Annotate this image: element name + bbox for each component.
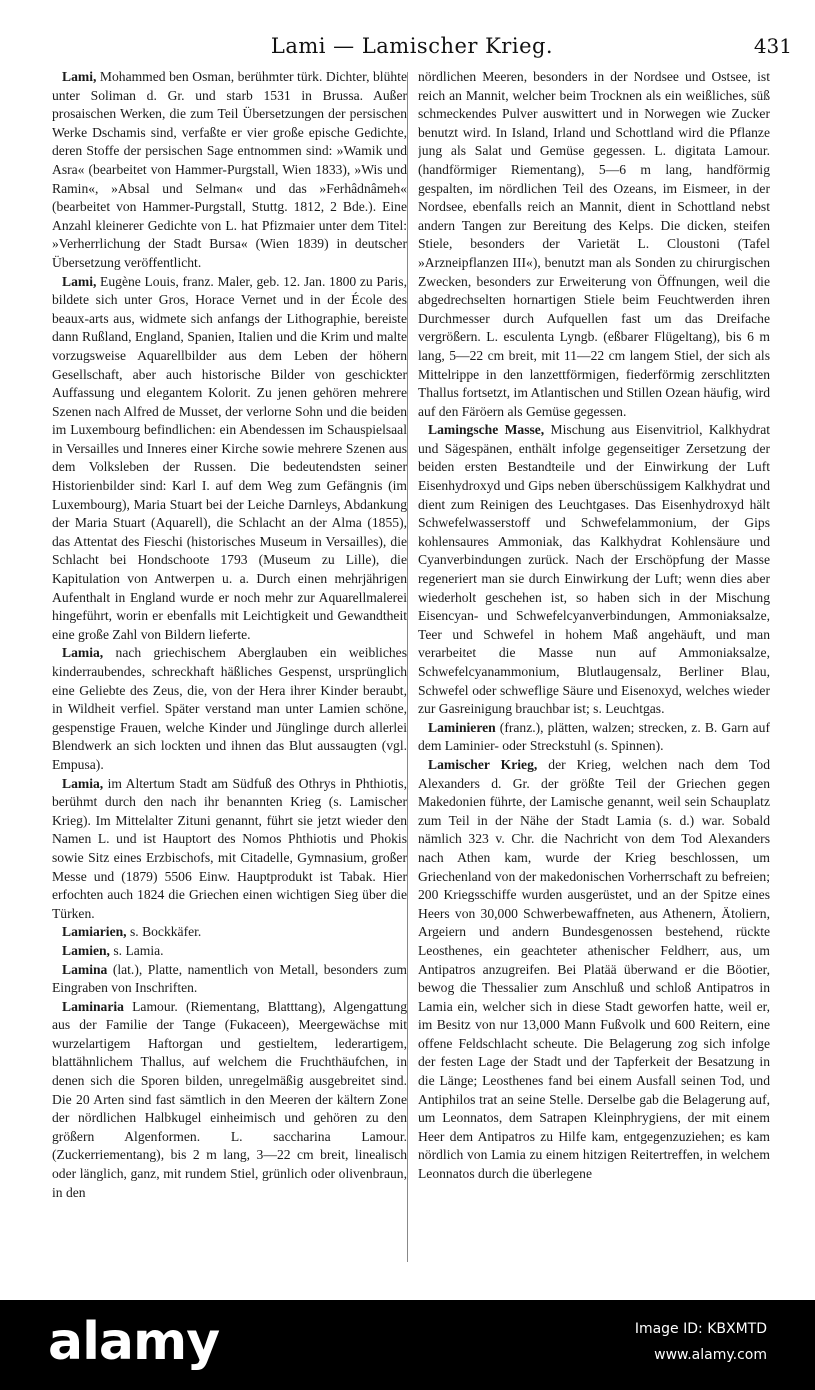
entry-headword: Laminieren: [428, 719, 496, 735]
dictionary-entry: [418, 719, 770, 756]
page-number: 431: [753, 34, 792, 58]
dictionary-entry: [52, 998, 407, 1203]
entry-text: Eugène Louis, franz. Maler, geb. 12. Jan. 1800 zu Paris, bildete sich unter Gros, Horace Vernet und in der École des beaux-arts aus, widmete sich anfangs der Lithographie, bereiste dann Rußland, England, Spanien, Italien und die Krim und malte vorzugsweise Aquarellbilder aus dem Leben der höhern Gesellschaft, aber auch historische Bilder von geschickter Auffassung und elegantem Kolorit. Zu jenen gehören mehrere Szenen nach Alfred de Musset, der verlorne Sohn und die beiden im Luxembourg befindlichen: ein Abendessen im Schauspielsaal in Versailles und Inneres einer Kirche sowie mehrere Szenen aus dem Volksleben der Russen. Die bedeutendsten seiner Historienbilder sind: Karl I. auf dem Weg zum Gefängnis (im Luxembourg), Maria Stuart bei der Leiche Darnleys, Abdankung der Maria Stuart (Aquarell), die Schlacht an der Alma (1855), das Attentat des Fieschi (historisches Museum in Versailles), die Schlacht bei Hondschoote 1793 (Museum zu Lille), die Kapitulation von Antwerpen u. a. Durch einen mehrjährigen Aufenthalt in England wurde er noch mehr zur Aquarellmalerei hingeführt, worin er ebenfalls mit Leichtigkeit und Gewandtheit eine große Zahl von Bildern lieferte.: [52, 273, 407, 642]
entry-headword: Lami,: [62, 69, 97, 84]
entry-headword: Lamia,: [62, 775, 104, 791]
image-id-url: www.alamy.com: [654, 1347, 767, 1363]
entry-text: nördlichen Meeren, besonders in der Nordsee und Ostsee, ist reich an Mannit, welcher beim Trocknen als ein weißliches, süß schmeckendes Pulver auswittert und in Norwegen wie Zucker benutzt wird. In Island, Irland und Schottland wird die Pflanze jung als Salat und Gemüse gegessen. L. digitata Lamour. (handförmiger Riementang), 5—6 m lang, handförmig gespalten, im nördlichen Teil des Ozeans, im Eismeer, in der Nordsee, ebenfalls reich an Mannit, dient in Schottland nebst andern Tangen zur Bereitung des Kelps. Die dicken, steifen Stiele, besonders der Varietät L. Cloustoni (Tafel »Arzneipflanzen III«), benutzt man als Sonden zu chirurgischen Zwecken, besonders zur Erweiterung von Öffnungen, weil die abgedrechselten hornartigen Stiele beim Feuchtwerden ihren Durchmesser durch Aufquellen fast um das Dreifache vergrößern. L. esculenta Lyngb. (eßbarer Flügeltang), bis 6 m lang, 5—22 cm breit, mit 11—22 cm langem Stiel, der sich als Mittelrippe in den lanzettförmigen, fiederförmig zerschlitzten Thallus fortsetzt, im Atlantischen und Stillen Ozean häufig, wird auf den Färöern als Gemüse gegessen.: [418, 69, 770, 419]
dictionary-entry: [52, 644, 407, 774]
entry-text: nach griechischem Aberglauben ein weibliches kinderraubendes, schreckhaft häßliches Gespenst, ursprünglich eine Geliebte des Zeus, die, von der Hera ihrer Kinder beraubt, in Wildheit verfiel. Später verstand man unter Lamien schöne, gespenstige Frauen, welche Kinder und Jünglinge durch allerlei Blendwerk an sich lockten und ihnen das Blut aussaugten (vgl. Empusa).: [52, 645, 407, 772]
entry-text: der Krieg, welchen nach dem Tod Alexanders d. Gr. der größte Teil der Griechen gegen Makedonien führte, der Lamische genannt, weil sein Schauplatz zum Teil in der Nähe der Stadt Lamia (s. d.) war. Sobald nämlich 323 v. Chr. die Nachricht von dem Tod Alexanders nach Athen kam, wurde der Krieg beschlossen, um Griechenland von der makedonischen Vorherrschaft zu befreien; 200 Kriegsschiffe wurden ausgerüstet, und an der Spitze eines Heers von 30,000 Schwerbewaffneten, aus Athenern, Ätoliern, Argeiern und andern Bundesgenossen bestehend, rückte Leosthenes, ein geachteter athenischer Feldherr, aus, um Antipatros anzugreifen. Bei Platää überwand er die Böotier, bewog die Thessalier zum Anschluß und schloß Antipatros in Lamia ein, welcher sich in diese Stadt geworfen hatte, weil er, im Besitz von nur 13,000 Mann Fußvolk und 600 Reitern, eine offene Feldschlacht scheute. Die Belagerung zog sich infolge der festen Lage der Stadt und der Tapferkeit der Besatzung in die Länge; Leosthenes fand bei einem Ausfall seinen Tod, und Antiphilos trat an seine Stelle. Derselbe gab die Belagerung auf, um Leonnatos, dem Satrapen Kleinphrygiens, der mit einem Heer dem Antipatros zu Hilfe kam, entgegenzuziehen; es kam nördlich von Lamia zu einem hitzigen Reitertreffen, in welchem Leonnatos durch die überlegene: [418, 756, 770, 1182]
entry-text: (lat.), Platte, namentlich von Metall, besonders zum Eingraben von Inschriften.: [52, 961, 407, 996]
entry-headword: Lamiarien,: [62, 924, 127, 940]
dictionary-entry: [52, 68, 407, 273]
entry-headword: Lami,: [62, 273, 97, 289]
alamy-logo: alamy: [48, 1312, 220, 1372]
dictionary-entry: [418, 421, 770, 719]
entry-headword: Lamien,: [62, 942, 110, 958]
page-header: [52, 28, 792, 64]
dictionary-entry: [418, 756, 770, 1184]
entry-headword: Lamingsche Masse,: [428, 422, 545, 438]
entry-text: im Altertum Stadt am Südfuß des Othrys in Phthiotis, berühmt durch den nach ihr benannten Krieg (s. Lamischer Krieg). Im Mittelalter Zituni genannt, führt sie jetzt wieder den Namen L. und ist Hauptort des Nomos Phthiotis und Phokis sowie Sitz eines Erzbischofs, mit Citadelle, Gymnasium, großer Messe und (1879) 5506 Einw. Hauptprodukt ist Tabak. Hier erfochten auch 1824 die Griechen einen wichtigen Sieg über die Türken.: [52, 775, 407, 921]
dictionary-entry: [52, 775, 407, 924]
dictionary-entry: [418, 68, 770, 421]
dictionary-entry: [52, 942, 407, 961]
entry-text: Mohammed ben Osman, berühmter türk. Dichter, blühte unter Soliman d. Gr. und starb 1531 in Brussa. Außer prosaischen Werken, die zum Teil Übersetzungen der persischen Werke Dschamis sind, verfaßte er vier große epische Gedichte, deren Stoffe der persischen Sage entnommen sind: »Wamik und Asra« (bearbeitet von Hammer-Purgstall, Wien 1833), »Wis und Ramin«, »Absal und Selman« und das »Ferhâdnâmeh« (bearbeitet von Hammer-Purgstall, Stuttg. 1812, 2 Bde.). Eine Anzahl kleinerer Gedichte von L. hat Pfizmaier unter dem Titel: »Verherrlichung der Stadt Bursa« (Wien 1839) in deutscher Übersetzung veröffentlicht.: [52, 69, 407, 270]
entry-text: s. Bockkäfer.: [126, 924, 202, 940]
image-id-code: Image ID: KBXMTD: [634, 1321, 767, 1337]
column-divider: [407, 72, 408, 1262]
left-column: [52, 68, 407, 1268]
dictionary-entry: [52, 961, 407, 998]
entry-headword: Lamischer Krieg,: [428, 756, 538, 772]
page-title: Lami — Lamischer Krieg.: [270, 34, 554, 58]
entry-headword: Lamina: [62, 961, 108, 977]
entry-text: Lamour. (Riementang, Blatttang), Algengattung aus der Familie der Tange (Fukaceen), Meergewächse mit wurzelartigem Haftorgan und gestieltem, lederartigem, blattähnlichem Thallus, auf welchem die Fruchthäufchen, in denen sich die Sporen bilden, unregelmäßig ausgebreitet sind. Die 20 Arten sind fast sämtlich in den Meeren der kältern Zone der nördlichen Halbkugel einheimisch und gehören zu den größern Algenformen. L. saccharina Lamour. (Zuckerriementang), bis 2 m lang, 3—22 cm breit, linealisch oder länglich, ganz, mit rundem Stiel, grünlich oder olivenbraun, in den: [52, 998, 407, 1200]
watermark-banner: [0, 1300, 815, 1390]
entry-text: (franz.), plätten, walzen; strecken, z. B. Garn auf dem Laminier- oder Streckstuhl (s. Spinnen).: [418, 719, 770, 754]
entry-text: s. Lamia.: [109, 942, 164, 958]
dictionary-entry: [52, 273, 407, 645]
entry-text: Mischung aus Eisenvitriol, Kalkhydrat und Sägespänen, enthält infolge gegenseitiger Zersetzung der beiden ersten Bestandteile und der Einwirkung der Luft Eisenhydroxyd und Gips neben überschüssigem Kalkhydrat und dient zum Reinigen des Leuchtgases. Das Eisenhydroxyd hält Schwefelwasserstoff und Schwefelammonium, der Gips kohlensaures Ammoniak, das Kalkhydrat Kohlensäure und Cyanverbindungen zurück. Nach der Erschöpfung der Masse regeneriert man sie durch Einwirkung der Luft; wenn dies aber wiederholt geschehen ist, so haben sich in der Mischung Eisencyan- und Schwefelcyanverbindungen, Ammoniaksalze, Teer und Schwefel in hohem Maß angehäuft, und man verarbeitet die Masse nun auf Ammoniaksalze, Schwefelcyanammonium, Blutlaugensalz, Berliner Blau, Schwefel oder schweflige Säure und Eisenoxyd, welches wieder zur Gasreinigung brauchbar ist; s. Leuchtgas.: [418, 422, 770, 717]
image-id: [635, 1316, 767, 1368]
dictionary-entry: [52, 923, 407, 942]
entry-headword: Laminaria: [62, 998, 124, 1014]
right-column: [418, 68, 770, 1268]
entry-headword: Lamia,: [62, 645, 104, 661]
